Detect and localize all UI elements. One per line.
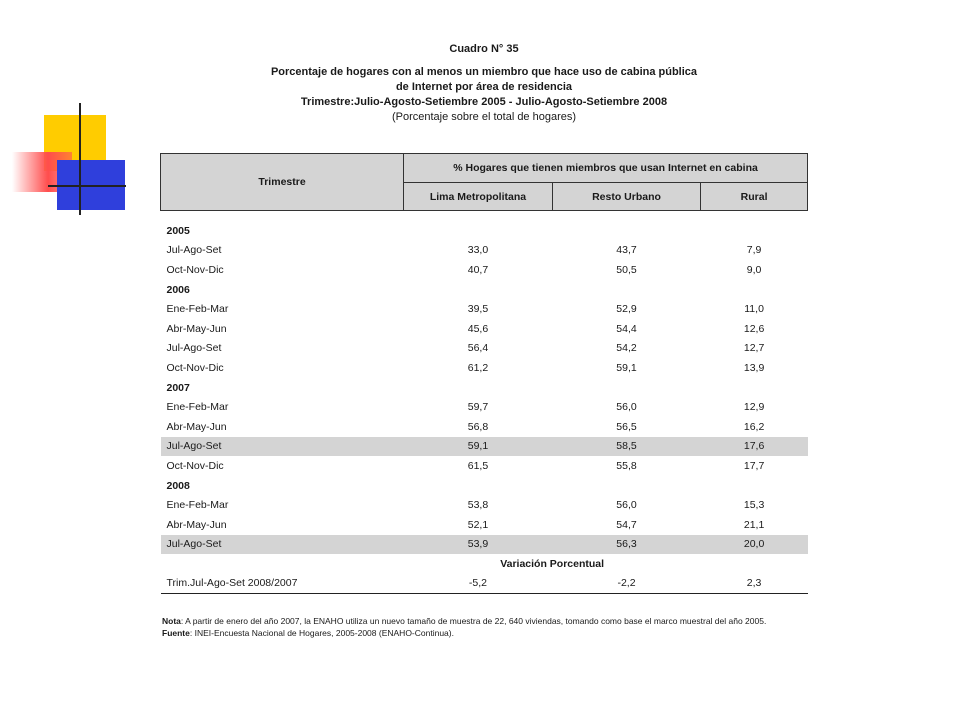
cell-rural: 21,1 (743, 518, 765, 531)
logo-horizontal-line (48, 185, 126, 187)
cell-lima: 45,6 (467, 322, 489, 335)
row-label: Oct-Nov-Dic (166, 361, 224, 374)
empty-cell (404, 280, 553, 300)
nota-label: Nota (162, 616, 181, 626)
variacion-title-row (161, 554, 808, 574)
cell-lima: -5,2 (404, 574, 553, 594)
cuadro-number: Cuadro N° 35 (449, 43, 519, 55)
cell-rural: 16,2 (743, 420, 765, 433)
table-row (161, 319, 808, 339)
table-row (161, 260, 808, 280)
col-header-lima: Lima Metropolitana (404, 183, 553, 211)
cell-lima: 40,7 (467, 263, 489, 276)
year-label: 2008 (166, 479, 190, 492)
row-label: Ene-Feb-Mar (166, 499, 229, 512)
row-label: Abr-May-Jun (166, 322, 227, 335)
cell-resto: 56,0 (616, 401, 637, 414)
table-row (161, 397, 808, 417)
table-row (161, 456, 808, 476)
table-subtitle: (Porcentaje sobre el total de hogares) (391, 111, 577, 123)
cell-rural: 9,0 (746, 263, 762, 276)
cell-resto: 56,3 (552, 535, 700, 555)
table-row (161, 495, 808, 515)
cell-resto: 50,5 (616, 263, 637, 276)
table-row (161, 241, 808, 261)
cell-resto: 43,7 (616, 244, 637, 257)
cell-lima: 53,8 (467, 499, 489, 512)
table-row (161, 437, 808, 457)
trimestre-range: Trimestre:Julio-Agosto-Setiembre 2005 - Julio-Agosto-Setiembre 2008 (300, 96, 668, 108)
fuente-text: : INEI-Encuesta Nacional de Hogares, 2005-2008 (ENAHO-Continua). (189, 628, 454, 638)
year-label: 2006 (166, 283, 190, 296)
col-header-trimestre: Trimestre (161, 154, 404, 211)
row-label: Jul-Ago-Set (166, 244, 222, 257)
cell-resto: 54,4 (616, 322, 637, 335)
col-header-rural: Rural (701, 183, 808, 211)
row-label: Oct-Nov-Dic (166, 459, 224, 472)
table-body (161, 211, 808, 594)
logo-vertical-line (79, 103, 81, 215)
nota-line (162, 615, 812, 627)
year-row (161, 221, 808, 241)
cell-lima: 52,1 (467, 518, 489, 531)
table-row (161, 358, 808, 378)
row-label: Ene-Feb-Mar (166, 303, 229, 316)
cell-resto: 59,1 (616, 361, 637, 374)
table-row (161, 339, 808, 359)
empty-cell (404, 476, 553, 496)
cell-rural: 2,3 (701, 574, 808, 594)
col-header-resto: Resto Urbano (552, 183, 700, 211)
empty-cell (552, 476, 700, 496)
empty-cell (701, 280, 808, 300)
fuente-label: Fuente (162, 628, 190, 638)
row-label: Trim.Jul-Ago-Set 2008/2007 (161, 574, 404, 594)
table-row (161, 515, 808, 535)
empty-cell (552, 280, 700, 300)
cell-rural: 11,0 (744, 303, 764, 316)
cell-lima: 33,0 (467, 244, 489, 257)
fuente-line (162, 627, 812, 639)
cell-resto: 55,8 (616, 459, 637, 472)
cell-rural: 17,7 (743, 459, 765, 472)
empty-cell (161, 554, 404, 574)
cell-rural: 12,7 (743, 342, 765, 355)
cell-lima: 56,8 (467, 420, 489, 433)
cell-lima: 61,2 (467, 361, 489, 374)
row-label: Jul-Ago-Set (166, 342, 222, 355)
cell-lima: 56,4 (467, 342, 489, 355)
cell-rural: 13,9 (743, 361, 765, 374)
empty-cell (701, 378, 808, 398)
nota-text: : A partir de enero del año 2007, la ENAHO utiliza un nuevo tamaño de muestra de 22, 640 viviendas, tomando como base el marco muestral del año 2005. (180, 616, 767, 626)
data-table (160, 153, 808, 594)
cell-lima: 53,9 (404, 535, 553, 555)
cell-lima: 59,7 (467, 401, 489, 414)
empty-cell (404, 378, 553, 398)
cell-lima: 61,5 (467, 459, 489, 472)
cell-rural: 17,6 (701, 437, 808, 457)
cell-rural: 15,3 (743, 499, 765, 512)
table-row (161, 535, 808, 555)
empty-cell (404, 221, 553, 241)
col-group-header: % Hogares que tienen miembros que usan Internet en cabina (404, 154, 808, 183)
cell-rural: 12,6 (743, 322, 765, 335)
table-row (161, 417, 808, 437)
empty-cell (552, 378, 700, 398)
cell-rural: 7,9 (746, 244, 762, 257)
cell-rural: 12,9 (743, 401, 765, 414)
cell-resto: 58,5 (552, 437, 700, 457)
cell-resto: 56,0 (616, 499, 637, 512)
variacion-title: Variación Porcentual (500, 557, 605, 570)
row-label: Abr-May-Jun (166, 518, 227, 531)
table-titles (160, 42, 808, 125)
year-row (161, 280, 808, 300)
year-label: 2007 (166, 381, 190, 394)
variacion-row (161, 574, 808, 594)
year-row (161, 476, 808, 496)
empty-cell (552, 221, 700, 241)
cell-resto: 52,9 (616, 303, 637, 316)
cell-resto: -2,2 (552, 574, 700, 594)
row-label: Oct-Nov-Dic (166, 263, 224, 276)
cell-lima: 59,1 (404, 437, 553, 457)
row-label: Jul-Ago-Set (161, 437, 404, 457)
empty-cell (701, 554, 808, 574)
cell-resto: 54,7 (616, 518, 637, 531)
table-row (161, 299, 808, 319)
table-title-line2: de Internet por área de residencia (395, 81, 573, 93)
cell-resto: 54,2 (616, 342, 637, 355)
empty-cell (701, 476, 808, 496)
year-row (161, 378, 808, 398)
cell-resto: 56,5 (616, 420, 637, 433)
table-title-line1: Porcentaje de hogares con al menos un miembro que hace uso de cabina pública (270, 66, 698, 78)
row-label: Abr-May-Jun (166, 420, 227, 433)
year-label: 2005 (166, 224, 190, 237)
row-label: Jul-Ago-Set (161, 535, 404, 555)
cell-lima: 39,5 (467, 303, 489, 316)
table-notes (162, 615, 812, 639)
row-label: Ene-Feb-Mar (166, 401, 229, 414)
cell-rural: 20,0 (701, 535, 808, 555)
empty-cell (701, 221, 808, 241)
